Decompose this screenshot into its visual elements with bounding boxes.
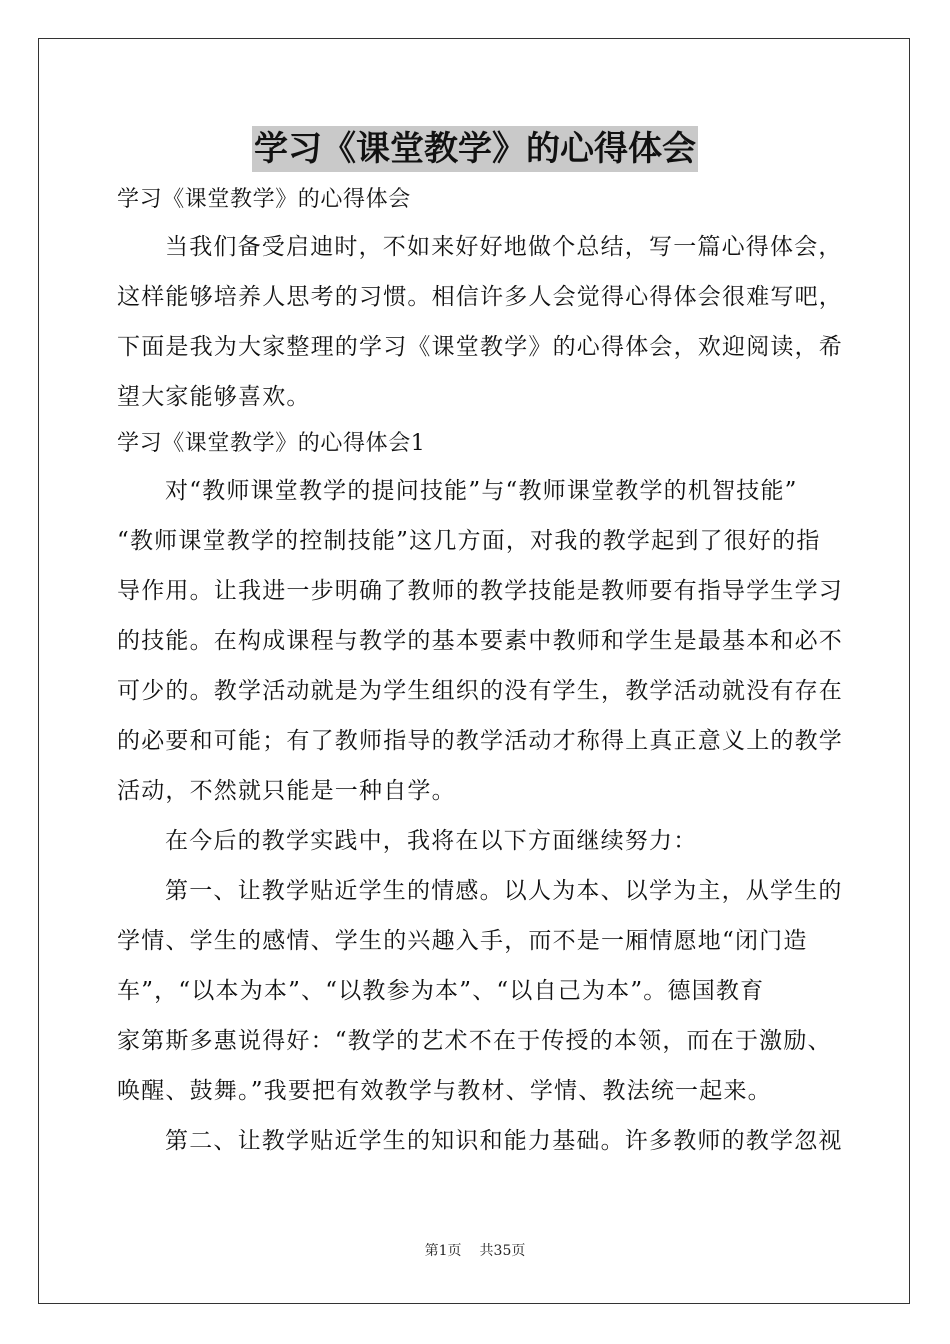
paragraph-line: 第一、让教学贴近学生的情感。以人为本、以学为主，从学生的: [165, 878, 843, 904]
body-paragraph-3: [117, 866, 843, 1116]
paragraph-line: 可少的。教学活动就是为学生组织的没有学生，教学活动就没有存在: [117, 678, 843, 704]
paragraph-line: 这样能够培养人思考的习惯。相信许多人会觉得心得体会很难写吧，: [117, 284, 843, 310]
paragraph-line: 的技能。在构成课程与教学的基本要素中教师和学生是最基本和必不: [117, 628, 843, 654]
paragraph-line: 家第斯多惠说得好：“教学的艺术不在于传授的本领，而在于激励、: [117, 1028, 832, 1054]
body-paragraph-1: [117, 466, 843, 816]
paragraph-line: 下面是我为大家整理的学习《课堂教学》的心得体会，欢迎阅读，希: [117, 334, 843, 360]
page-total: 共35页: [479, 1243, 526, 1259]
paragraph-line: 对“教师课堂教学的提问技能”与“教师课堂教学的机智技能”: [165, 478, 798, 504]
paragraph-line: 当我们备受启迪时，不如来好好地做个总结，写一篇心得体会，: [165, 234, 843, 260]
paragraph-line: 车”，“以本为本”、“以教参为本”、“以自己为本”。德国教育: [117, 978, 765, 1004]
paragraph-line: 导作用。让我进一步明确了教师的教学技能是教师要有指导学生学习: [117, 578, 843, 604]
page-footer: [0, 1241, 950, 1261]
body-paragraph-2: [117, 816, 833, 866]
document-title: 学习《课堂教学》的心得体会: [252, 126, 698, 172]
paragraph-line: 活动，不然就只能是一种自学。: [117, 778, 456, 804]
paragraph-line: 学情、学生的感情、学生的兴趣入手，而不是一厢情愿地“闭门造: [117, 928, 808, 954]
document-body: [117, 178, 843, 1166]
section-heading: 学习《课堂教学》的心得体会1: [117, 431, 426, 456]
intro-paragraph: [117, 222, 843, 422]
body-paragraph-4: [117, 1116, 843, 1166]
paragraph-line: 望大家能够喜欢。: [117, 384, 311, 410]
paragraph-line: 在今后的教学实践中，我将在以下方面继续努力：: [165, 828, 698, 854]
paragraph-line: 唤醒、鼓舞。”我要把有效教学与教材、学情、教法统一起来。: [117, 1078, 772, 1104]
page-number: 第1页: [424, 1243, 462, 1259]
document-subtitle: 学习《课堂教学》的心得体会: [117, 187, 411, 212]
paragraph-line: 第二、让教学贴近学生的知识和能力基础。许多教师的教学忽视: [165, 1128, 843, 1154]
paragraph-line: 的必要和可能；有了教师指导的教学活动才称得上真正意义上的教学: [117, 728, 843, 754]
title-container: [0, 126, 950, 172]
paragraph-line: “教师课堂教学的控制技能”这几方面，对我的教学起到了很好的指: [117, 528, 821, 554]
